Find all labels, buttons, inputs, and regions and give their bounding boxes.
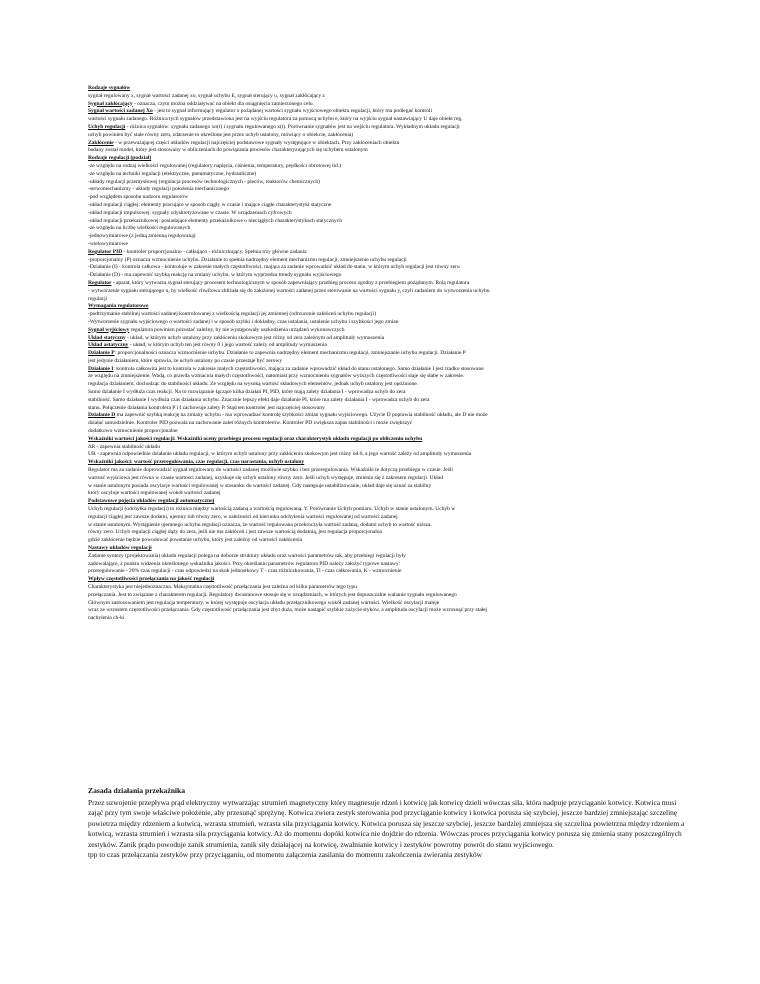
text-line: w stanie ustalonym posiada oscylacje wartości regulowanej w stosunku do wartości zadanej. Gdy następuje ustabilizowanie, układ daje się uznać za stabilny — [88, 482, 432, 489]
heading-text: Podstawowe pojęcia układów regulacji automatycznej — [88, 498, 215, 505]
term: Sygnał wyjściowy — [88, 326, 130, 333]
text-line: regulacja działaniem, dochodząc do stabilności układu. Ze względu na wysoką wartość składowych elementów, jednak uchyb ustalony jest opóźnione. — [88, 381, 419, 388]
text-line: Głównym zastosowaniem jest regulacja temperatury, w której występuje oscylacja układu przełącznikowego wokół zadanej wartości. Wielkość oscylacji maleje — [88, 599, 440, 606]
text-line: Samo działanie I wydłuża czas reakcji. Na to rozwiązanie łączące kilka działań PI, PID, które mają zalety działania I - wprowadza uchyb do zera — [88, 389, 406, 396]
definition: - oznacza, czym można oddziaływać na obiekt dla osiągnięcia zamierzonego celu — [132, 100, 313, 107]
relay-section — [88, 786, 688, 860]
text-line: sygnał regulowany x, sygnał wartości zadanej xo, sygnał uchybu E, sygnał sterujący u, sygnał zakłócający z — [88, 92, 325, 99]
text-line: wartość wyjściowa jest równa w czasie wartości zadanej, uzyskuje się uchyb ustalony równy zero. Jeśli uchyb występuje, zmienia się z zakresem regulacji. Układ — [88, 474, 443, 481]
section-heading — [88, 436, 680, 444]
text-line: -serwomechanizmy - układy regulacji położenia mechanicznego — [88, 186, 230, 193]
definition-line — [88, 412, 680, 420]
heading-text: Wpływ częstotliwości przełączania na jakość regulacji — [88, 576, 215, 583]
paragraph: tpp to czas przełączania zestyków przy przyciąganiu, od momentu załączenia zasilania do momentu zakończenia zwierania zestyków — [88, 850, 482, 860]
text-line: -Wytworzenie sygnału wyjściowego o wartości zadanej i w sposób szybki i dokładny, czas ustalania, ustalenie uchybu i szybkości jego zmian — [88, 318, 399, 325]
text-line: -układy regulacji przemysłowej (regulacja procesów technologicznych - pieców, reaktorów chemicznych) — [88, 178, 320, 185]
text-line: przełączania. Jest to związane z charakterem regulacji. Regulatory dwustanowe stosuje się w urządzeniach, w których jest dopuszczalne wahanie sygnału regulowanego — [88, 591, 457, 598]
term: Układ statyczny — [88, 334, 126, 341]
definition: regulatora powinien pozostać zależny, by nie występowały uszkodzenia urządzeń wykonawczych — [129, 326, 345, 333]
heading-text: Wymagania regulatorowe — [88, 303, 149, 310]
section-heading — [88, 459, 680, 467]
section-heading — [88, 155, 680, 163]
text-line: -wielowymiarowe — [88, 240, 128, 247]
section-heading — [88, 498, 680, 506]
term: Działanie I — [88, 365, 114, 372]
text-line: -układ regulacji przekaźnikowej: posiadające elementy przekaźnikowe o nieciągłych charakterystykach statycznych — [88, 217, 342, 224]
text-line: zadowalające, z punktu widzenia określonego wskaźnika jakości. Przy określaniu parametrów regulatora PID należy założyć typowe nastawy: — [88, 560, 401, 567]
definition: - układ, w którym uchyb ustalony przy zakłóceniu skokowym jest różny od zera zależnym od amplitudy wymuszenia — [125, 334, 385, 341]
text-line: -Działanie (D) - ma zapewnić szybką reakcję na zmiany uchybu, w którym wyprzedza trendy sygnału wyjściowego — [88, 272, 342, 279]
notes-block — [88, 85, 680, 623]
text-line: -ze względu na liczbę wielkości regulowanych — [88, 225, 191, 232]
definition-line — [88, 249, 680, 257]
definition-line — [88, 280, 680, 288]
definition: : proporcjonalności oznacza wzmocnienie uchybu. Działanie to zapewnia nadrzędny element mechanizmu regulacji, zmniejszanie uchybu regulacji. Działanie P — [114, 350, 466, 357]
section-heading — [88, 576, 680, 584]
text-line: -ze względu na techniki regulacji (elektryczne, pneumatyczne, hydrauliczne) — [88, 170, 257, 177]
text-line: -pod względem sposobu nadzoru regulatorów — [88, 194, 189, 201]
text-line: -jednowymiarowe (z jedną zmienną regulowaną) — [88, 233, 196, 240]
text-line: uchyb powinien być stale równy zeru, zdarzenie to określone jest przez uchyb ustalony, mówiący o obiekcie, zakłócenia) — [88, 131, 354, 138]
heading-text: Wskaźniki jakości: wartość przeregulowania, czas regulacji, czas narastania, uchyb ustalony — [88, 459, 305, 466]
text-line: badany został model, który jest stosowany w obliczeniach do powiązania procesów charakteryzujących się uchybem ustalonym — [88, 147, 368, 154]
term: Układ astatyczny — [88, 342, 129, 349]
text-line: gdzie zakłócenie będzie powodować powstanie uchybu, który jest zależny od wartości zakłócenia — [88, 537, 303, 544]
text-line: równy zero. Uchyb regulacji ciągłej dąży do zera, jeśli nie ma zakłóceń i jest zawsze wartością dodatnią, jest regulacja proporcjonalna — [88, 529, 382, 536]
heading-text: Wskaźniki wartości jakości regulacji: Wskaźniki oceny przebiegu procesu regulacji oraz charakterystyk układu regulacji po obliczeniu uchybu — [88, 435, 423, 442]
definition-line — [88, 366, 680, 374]
definition: - różnica sygnałów: sygnału zadanego xo(t) i sygnału regulowanego x(t). Porównanie sygnałów jest na wejściu regulatora. Wykładnym układu regulacji — [125, 123, 460, 130]
definition-line — [88, 140, 680, 148]
text-line: który oscyluje wartości regulowanej wokół wartości zadanej — [88, 490, 221, 497]
definition-line — [88, 350, 680, 358]
text-line: działać samodzielnie. Kontroler PID pozwala na zachowanie zalet różnych kontrolerów. Kontroler PD zwiększa zapas stabilności i może zwiększyć — [88, 420, 413, 427]
definition: - kontroler proporcjonalno - całkująco - różniczkujący. Spełnia trzy główne zadania — [122, 248, 307, 255]
definition: : kontrola całkowita jest to kontrola w zakresie małych częstotliwości, mająca za zadanie wprowadzić układ do stanu ustalonego. Samo działanie I jest rzadko stosowane — [113, 365, 484, 372]
text-line: -układ regulacji impulsowej: sygnały zdyskretyzowane w czasie. W urządzeniach cyfrowych — [88, 209, 292, 216]
heading-text: Rodzaje sygnałów — [88, 85, 131, 91]
definition-line — [88, 335, 680, 343]
definition: - aparat, który wytwarza sygnał sterujący procesem technologicznym w sposób zapewniający przebieg procesu zgodny z przebiegiem pożądanym. Rolą regulatora — [111, 279, 470, 286]
text-line: w stanie ustalonym. Wystąpienie ujemnego uchybu regulacji oznacza, że wartość regulowana przekroczyła wartość zadaną, dodatni uchyb to wartość niższa. — [88, 521, 432, 528]
text-line: Charakterystyka jest niejednoznaczna. Maksymalna częstotliwość przełączania jest zależna od kilku parametrów tego typu — [88, 584, 357, 590]
text-line: ΔR - zapewnia stabilność układu — [88, 443, 160, 450]
paragraph: Przez uzwojenie przepływa prąd elektryczny wytwarzając strumień magnetyczny który magnesuje rdzeń i kotwicę jak kotwicę dzieli wówczas siła, która nadpuje przyciąganie kotwicy. Kotwica musi zająć przy tym swoje właściwe położenie, aby przesunąć sprężynę. Kotwica zwiera zestyk sterowania pod przyciąganie kotwicy i kotwica porusza się szybciej, jeszcze bardziej zmniejszając szczelinę powietrza między rdzeniem a kotwicą, wzrasta strumień, wzrasta siła przyciągania kotwicy. Kotwica porusza się jeszcze szybciej, jeszcze bardziej zmniejsza się szczelina powietrzna między rdzeniem a kotwicą, wzrasta strumień i wzrasta siła przyciągania kotwicy. Aż do momentu dopóki kotwica nie dojdzie do rdzenia. Wówczas proces przyciągania kotwicy porusza się zmienia stany poszczególnych zestyków. Zanik prądu powoduje zanik strumienia, zanik siły działającej na kotwicę, zwalnianie kotwicy i zestyków powrotny powrót do stanu wyjściowego. — [88, 798, 685, 849]
term: Sygnał zakłócający — [88, 100, 133, 107]
text-line: Regulator ma za zadanie doprowadzić sygnał regulowany do wartości zadanej możliwie szybko i bez przeregulowania. Wskaźniki te dotyczą przebiegu w czasie. Jeśli — [88, 467, 453, 474]
term: Działanie D — [88, 412, 116, 419]
text-line: -podtrzymanie stabilnej wartości zadanej kontrolowanej z wielkością regulacji jej zmiennej (odrzucenie zakłóceń uchybu regulacji) — [88, 311, 376, 318]
text-line: regulacji — [88, 295, 108, 302]
definition-line — [88, 327, 680, 335]
text-line: stanu. Połączenie działania kontrolera P i I zachowuje zalety P. Stąd ten kontroler jest najczęściej stosowany — [88, 404, 325, 411]
heading-text: Nastawy układów regulacji — [88, 545, 152, 552]
text-line: wraz ze wzrostem częstotliwości przełączania. Gdy częstotliwość przełączania jest zbyt duża, może nastąpić szybkie zużycie styków, a amplituda oscylacji może wzrosnąć przy stałej — [88, 607, 488, 614]
text-line: ze względu na zmniejszenie. Wadą, co prawda wzmacnia małych częstotliwości, natomiast przy wzmocnieniu sygnałów wyższych częstotliwości staje się słabe w zakresie. — [88, 373, 465, 380]
definition-line — [88, 108, 680, 116]
term: Regulator — [88, 279, 112, 286]
definition: ma zapewnić szybką reakcję na zmiany uchybu - ma wprowadzać kontrolę szybkości zmian sygnału wyjściowego. Użycie D poprawia stabilność układu, ale D nie może — [115, 412, 488, 419]
section-heading — [88, 85, 680, 93]
term: Sygnał wartości zadanej Xo — [88, 108, 153, 115]
definition: - w przeważającej części układów regulacji najczęściej podstawowe sygnały występujące w obiektach. Przy zakłóceniach obiektu — [113, 139, 400, 146]
text-line: - wytworzenie sygnału sterującego u, by wielkość chwilowa zbliżała się do założonej wartości zadanej przez sterowanie na wartości sygnału y, czyli zadaniem do wytworzenia uchybu — [88, 287, 490, 294]
term: Uchyb regulacji — [88, 123, 126, 130]
definition-line — [88, 342, 680, 350]
text-line: -proporcjonalny (P) oznacza wzmocnienie uchybu. Działanie to spełnia nadrzędny element mechanizmu regulacji, zmniejszenie uchybu regulacji — [88, 256, 407, 263]
term: Działanie P — [88, 350, 115, 357]
section-heading — [88, 303, 680, 311]
heading-text: Rodzaje regulacji (podział) — [88, 155, 152, 162]
text-line: jest jedynie działaniem, które sprawia, że uchyb ustalony po czasie przestaje być zerowy — [88, 357, 283, 364]
definition: - układ, w którym uchyb ten jest równy 0 i jego wartość zależy od amplitudy wymuszenia — [128, 342, 327, 349]
text-line: -układ regulacji ciągłej: elementy pracujące w sposób ciągły w czasie i mające ciągłe charakterystyki statyczne — [88, 201, 332, 208]
text-line: stabilność. Samo działanie I wydłuża czas działania uchybu. Znacznie lepszy efekt daje działanie PI, które ma zalety działania I - wprowadza uchyb do zera — [88, 396, 430, 403]
definition-line — [88, 101, 680, 109]
text-line: Zadanie syntezy (projektowania) układu regulacji polega na doborze struktury układu oraz wartości parametrów tak, aby przebiegi regulacji były — [88, 552, 406, 559]
section-heading: Zasada działania przekaźnika — [88, 786, 186, 795]
text-line: -Działanie (I) - kontrola całkowa - kontroluje w zakresie małych częstotliwości, mająca za zadanie wprowadzić układ do stanu, w którym uchyb regulacji jest równy zeru — [88, 264, 460, 271]
text-line: wartości sygnału zadanego. Różnica tych sygnałów przedstawiona jest na wyjściu regulatora za pomocą uchybu e, który na wyjściu sygnał nastawiający U daje obiekt reg. — [88, 116, 463, 123]
text-line: regulacji ciągłej jest zawsze dodatni, ujemny lub równy zero, w zależności od kierunku odchylenia wartości regulowanej od wartości zadanej — [88, 513, 398, 520]
term: Zakłócenie — [88, 139, 114, 146]
text-line: przeregulowanie - 20% czas regulacji - czas odpowiedzi na skok jednostkowy T - czas różniczkowania, Ti - czas całkowania, K - wzmocnienie — [88, 568, 402, 575]
text-line: UR - zapewnia odpowiednie działanie układu regulacji, w którym uchyb ustalony przy zakłóceniu skokowym jest różny od 0, a jego wartość zależy od amplitudy wymuszenia — [88, 451, 472, 458]
term: Regulator PID — [88, 248, 123, 255]
text-line: Uchyb regulacji (odchyłka regulacji) to różnica między wartością zadaną a wartością regulowaną. Y. Porównanie Uchyb pomiaru. Uchyb w stanie ustalonym. Uchyb w — [88, 506, 456, 513]
text-line: nachylenia ch-ki — [88, 615, 125, 622]
text-line: -ze względu na rodzaj wielkości regulowanej (regulatory napięcia, ciśnienia, temperatury, prędkości obrotowej itd.) — [88, 162, 341, 169]
definition-line — [88, 124, 680, 132]
section-heading — [88, 545, 680, 553]
text-line: dodatkowo wzmocnienie proporcjonalne — [88, 428, 178, 435]
definition: - jest to sygnał informujący regulator o pożądanej wartości sygnału wyjściowego obiektu regulacji, który ma podlegać kontroli — [152, 108, 432, 115]
